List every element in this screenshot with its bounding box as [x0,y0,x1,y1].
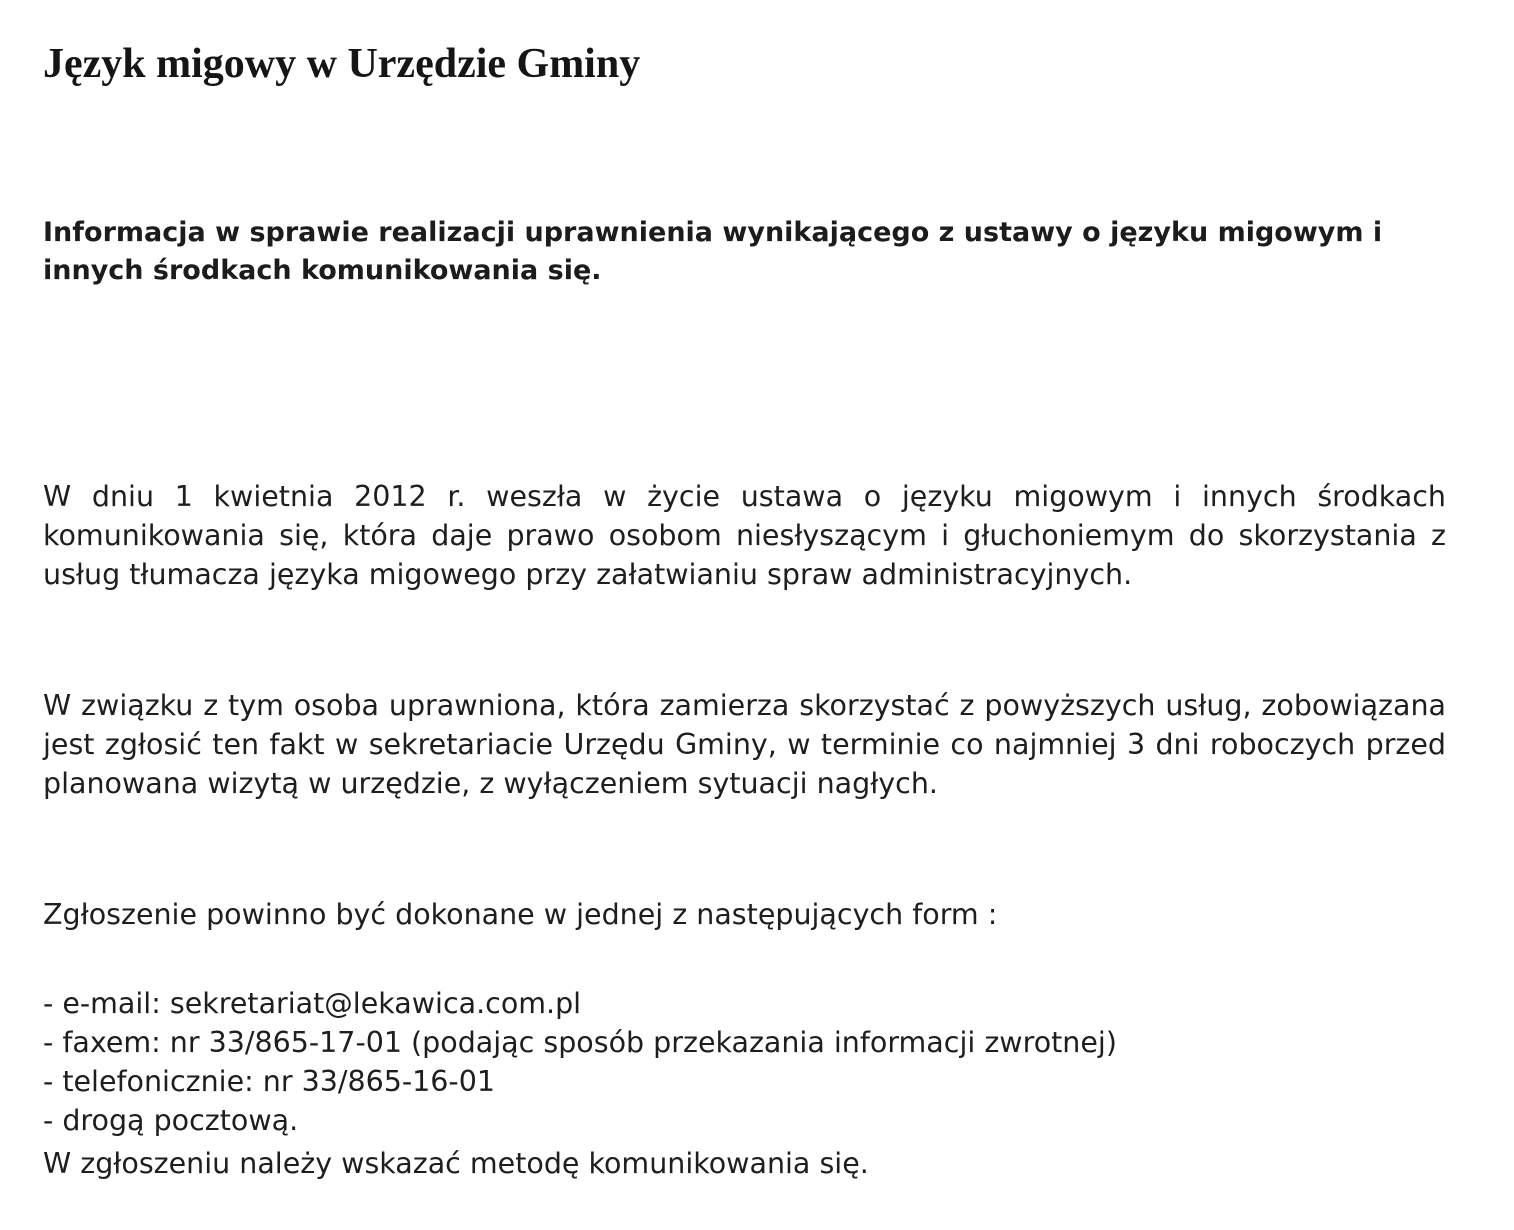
page-title: Język migowy w Urzędzie Gminy [43,41,641,87]
contact-fax-item: - faxem: nr 33/865-17-01 (podając sposób przekazania informacji zwrotnej) [43,1026,1117,1059]
paragraph-notification-requirement: W związku z tym osoba uprawniona, która zamierza skorzystać z powyższych usług, zobowiązana jest zgłosić ten fakt w sekretariacie Urzędu Gminy, w terminie co najmniej 3 dni roboczych przed planowana wizytą w urzędzie, z wyłączeniem sytuacji nagłych. [43,689,1446,800]
document-subtitle: Informacja w sprawie realizacji uprawnienia wynikającego z ustawy o języku migowym i innych środkach komunikowania się. [43,217,1383,286]
contact-phone-item: - telefonicznie: nr 33/865-16-01 [43,1065,495,1098]
contact-email-item: - e-mail: sekretariat@lekawica.com.pl [43,987,582,1020]
contact-methods-list [43,984,1117,1140]
closing-note: W zgłoszeniu należy wskazać metodę komunikowania się. [43,1147,869,1180]
contact-post-item: - drogą pocztową. [43,1104,299,1137]
paragraph-law-info: W dniu 1 kwietnia 2012 r. weszła w życie ustawa o języku migowym i innych środkach komunikowania się, która daje prawo osobom niesłyszącym i głuchoniemym do skorzystania z usług tłumacza języka migowego przy załatwianiu spraw administracyjnych. [43,480,1446,591]
paragraph-notification-forms: Zgłoszenie powinno być dokonane w jednej z następujących form : [43,898,998,931]
